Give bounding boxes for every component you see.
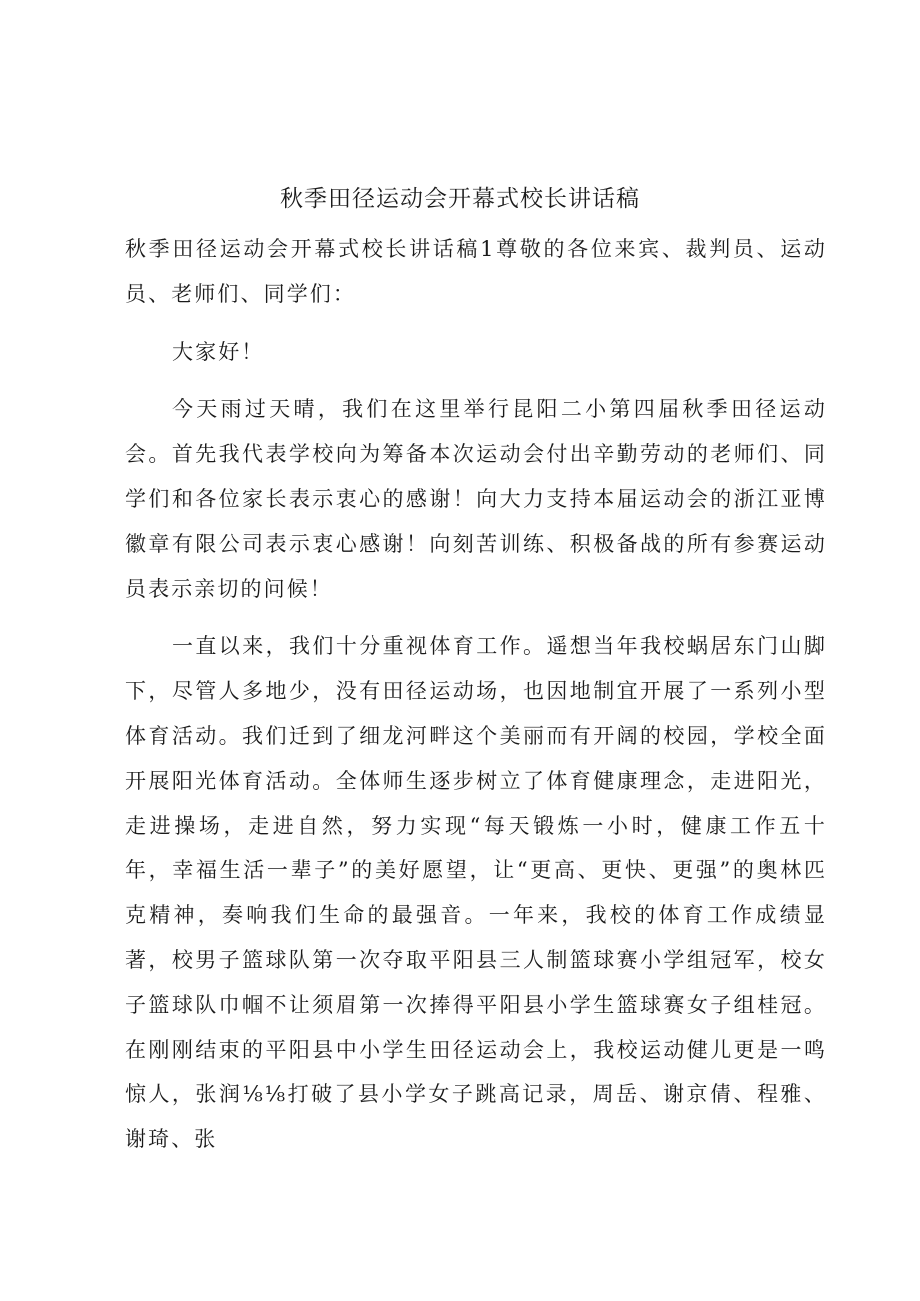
paragraph-greeting: 大家好！ bbox=[172, 339, 265, 364]
paragraph-sports-work: 一直以来，我们十分重视体育工作。遥想当年我校蜗居东门山脚下，尽管人多地少，没有田径运动场，也因地制宜开展了一系列小型体育活动。我们迁到了细龙河畔这个美丽而有开阔的校园，学校全面开展阳光体育活动。全体师生逐步树立了体育健康理念，走进阳光，走进操场，走进自然，努力实现“每天锻炼一小时，健康工作五十年，幸福生活一辈子”的美好愿望，让“更高、更快、更强”的奥林匹克精神，奏响我们生命的最强音。一年来，我校的体育工作成绩显著，校男子篮球队第一次夺取平阳县三人制篮球赛小学组冠军，校女子篮球队巾帼不让须眉第一次捧得平阳县小学生篮球赛女子组桂冠。在刚刚结束的平阳县中小学生田径运动会上，我校运动健儿更是一鸣惊人，张润⅛⅛打破了县小学女子跳高记录，周岳、谢京倩、程雅、谢琦、张 bbox=[125, 634, 827, 1152]
document-title: 秋季田径运动会开幕式校长讲话稿 bbox=[280, 186, 640, 212]
paragraph-thanks: 今天雨过天晴，我们在这里举行昆阳二小第四届秋季田径运动会。首先我代表学校向为筹备本次运动会付出辛勤劳动的老师们、同学们和各位家长表示衷心的感谢！向大力支持本届运动会的浙江亚博徽章有限公司表示衷心感谢！向刻苦训练、积极备战的所有参赛运动员表示亲切的问候！ bbox=[125, 397, 827, 601]
document-body bbox=[125, 227, 827, 1162]
paragraph-opening: 秋季田径运动会开幕式校长讲话稿1尊敬的各位来宾、裁判员、运动员、老师们、同学们： bbox=[125, 237, 827, 306]
